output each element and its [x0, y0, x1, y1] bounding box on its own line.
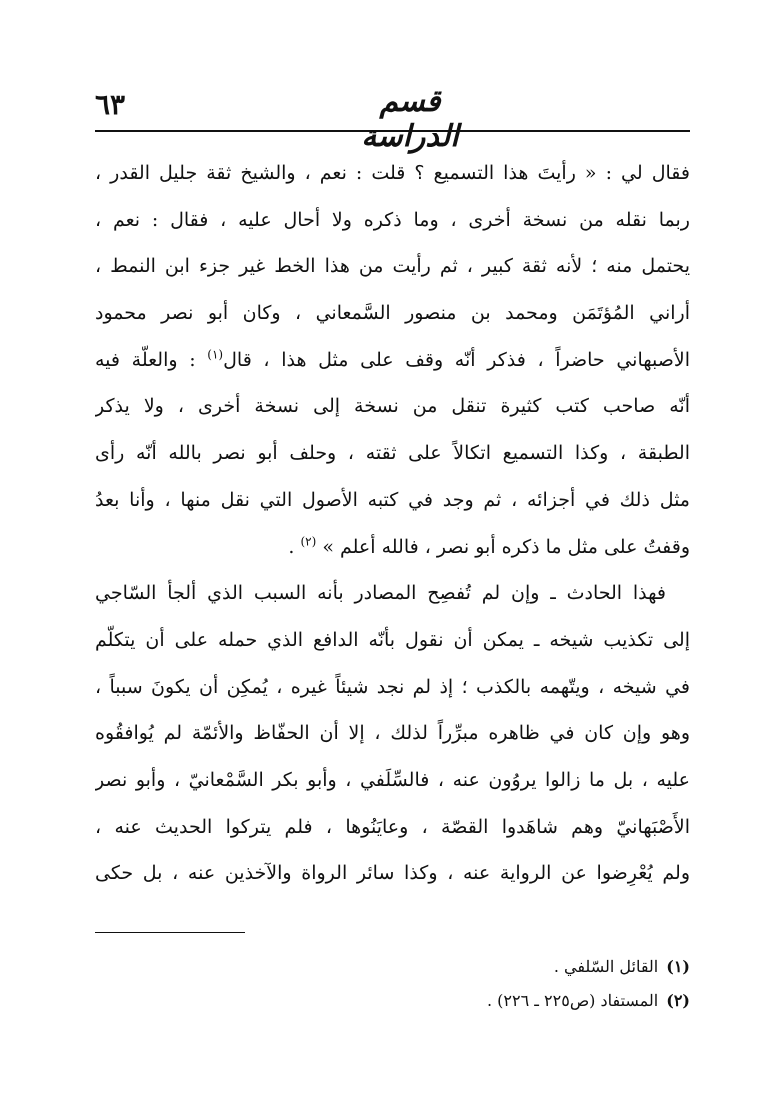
text-line: ربما نقله من نسخة أخرى ، وما ذكره ولا أحال عليه ، فقال : نعم ، [95, 208, 690, 231]
text-line-part: : والعلّة فيه [95, 348, 208, 371]
running-title: قسم الدراسة [361, 84, 459, 154]
text-line-part: . [288, 535, 301, 558]
footnote-1 [95, 950, 690, 984]
footnote-2 [95, 984, 690, 1018]
text-line-with-ref [95, 337, 690, 384]
text-line: فهذا الحادث ـ وإن لم تُفصِح المصادر بأنه السبب الذي ألجأ السّاجي [95, 582, 666, 605]
footnote-rule [95, 932, 245, 933]
footnote-number: (٢) [666, 991, 690, 1010]
footnote-ref-2: (٢) [300, 534, 317, 549]
text-line: إلى تكذيب شيخه ـ يمكن أن نقول بأنّه الدافع الذي حمله على أن يتكلّم [95, 628, 690, 651]
text-line: أراني المُؤتَمَن ومحمد بن منصور السَّمعاني ، وكان أبو نصر محمود [95, 302, 690, 325]
text-line: وهو وإن كان في ظاهره مبرِّراً لذلك ، إلا أن الحفّاظ والأئمّة لم يُوافقُوه [95, 722, 690, 745]
text-line: أنّه صاحب كتب كثيرة تنقل من نسخة إلى نسخة أخرى ، ولا يذكر [95, 395, 690, 418]
text-line: الأَصْبَهانيّ وهم شاهَدوا القصّة ، وعايَنُوها ، فلم يتركوا الحديث عنه ، [95, 815, 690, 838]
footnotes [95, 950, 690, 1018]
text-line: مثل ذلك في أجزائه ، ثم وجد في كتبه الأصول التي نقل منها ، وأنا بعدُ [95, 488, 690, 511]
text-line: ولم يُعْرِضوا عن الرواية عنه ، وكذا سائر الرواة والآخذين عنه ، بل حكى [95, 862, 690, 885]
text-line: في شيخه ، ويتّهمه بالكذب ؛ إذ لم نجد شيئاً غيره ، يُمكِن أن يكونَ سبباً ، [95, 675, 690, 698]
footnote-text: المستفاد (ص٢٢٥ ـ ٢٢٦) . [486, 991, 659, 1010]
text-line-part: وقفتُ على مثل ما ذكره أبو نصر ، فالله أعلم » [322, 535, 690, 558]
footnote-text: القائل السّلفي . [553, 957, 659, 976]
footnote-number: (١) [666, 957, 690, 976]
text-line-with-ref [95, 524, 690, 571]
text-line: الطبقة ، وكذا التسميع اتكالاً على ثقته ، وحلف أبو نصر بالله أنّه رأى [95, 442, 690, 465]
text-line: يحتمل منه ؛ لأنه ثقة كبير ، ثم رأيت من هذا الخط غير جزء ابن النمط ، [95, 255, 690, 278]
page-header [95, 78, 690, 154]
page-number: ٦٣ [95, 88, 126, 121]
text-line: عليه ، بل ما زالوا يروُون عنه ، فالسِّلَفي ، وأبو بكر السَّمْعانيّ ، وأبو نصر [95, 768, 690, 791]
body-text [95, 150, 690, 897]
text-line: فقال لي : « رأيتَ هذا التسميع ؟ قلت : نعم ، والشيخ ثقة جليل القدر ، [95, 162, 690, 184]
footnote-ref-1: (١) [207, 347, 224, 362]
header-rule [95, 130, 690, 132]
text-line-part: الأصبهاني حاضراً ، فذكر أنّه وقف على مثل هذا ، قال [223, 348, 690, 371]
